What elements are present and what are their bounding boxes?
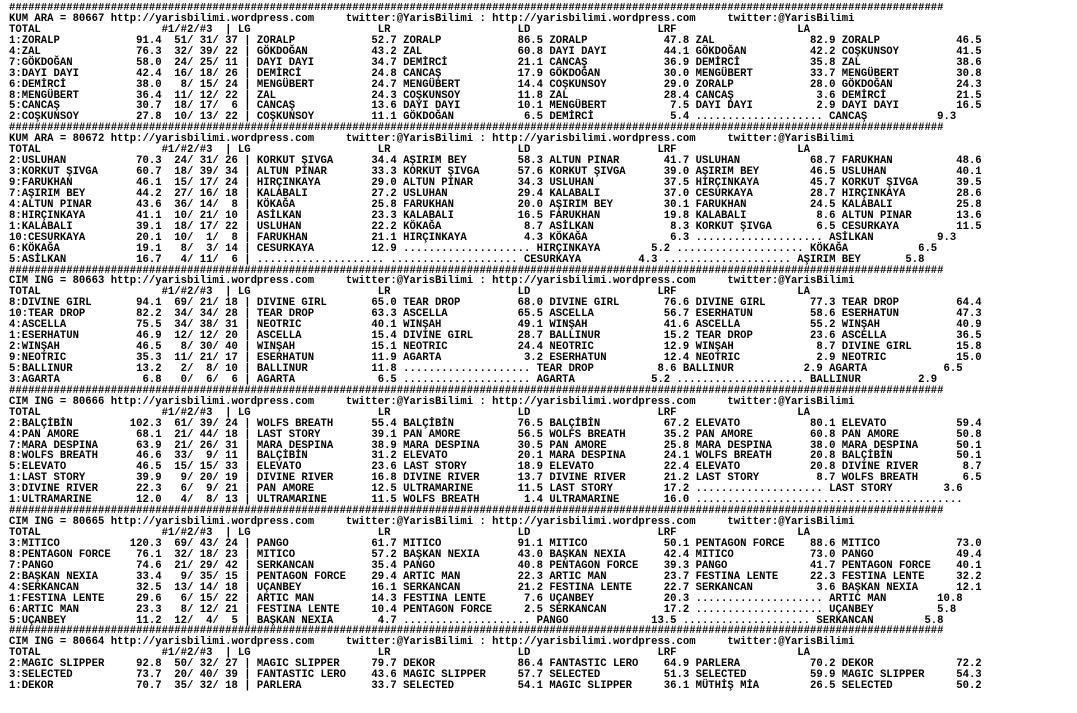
- report-line: TOTAL #1/#2/#3 | LG LR LD LRF LA: [9, 647, 811, 660]
- report-line: 5:BALLINUR 13.2 2/ 8/ 10 | BALLINUR 11.8 .................... TEAR DROP 8.6 BALLINUR 2.9 AGARTA 6.5: [9, 362, 963, 375]
- report-line: 2:COŞKUNSOY 27.8 10/ 13/ 22 | COŞKUNSOY 11.1 GÖKDOĞAN 6.5 DEMİRCİ 5.4 .................... CANCAŞ 9.3: [9, 111, 957, 124]
- report-line: 4:ASCELLA 75.5 34/ 38/ 31 | NEOTRIC 40.1 WINŞAH 49.1 WINŞAH 41.6 ASCELLA 55.2 WINŞAH 40.9: [9, 319, 982, 332]
- report-line: 7:AŞIRIM BEY 44.2 27/ 16/ 18 | KALABALI 27.2 USLUHAN 29.4 KALABALI 37.0 CESURKAYA 28.7 HIRÇINKAYA 28.6: [9, 187, 982, 200]
- report-line: 10:CESURKAYA 20.1 10/ 1/ 8 | FARUKHAN 21.1 HIRÇINKAYA 4.3 KÖKAĞA 6.3 .................... ASİLKAN 9.3: [9, 231, 957, 244]
- report-line: 3:KORKUT ŞIVGA 60.7 18/ 39/ 34 | ALTUN PINAR 33.3 KORKUT ŞIVGA 57.6 KORKUT ŞIVGA 39.0 AŞIRIM BEY 46.5 USLUHAN 40.1: [9, 166, 982, 179]
- report-line: 3:SELECTED 73.7 20/ 40/ 39 | FANTASTIC LERO 43.6 MAGIC SLIPPER 57.7 SELECTED 51.3 SELECTED 59.9 MAGIC SLIPPER 54.3: [9, 669, 982, 682]
- report-line: 2:USLUHAN 70.3 24/ 31/ 26 | KORKUT ŞIVGA 34.4 AŞIRIM BEY 58.3 ALTUN PINAR 41.7 USLUHAN 68.7 FARUKHAN 48.6: [9, 155, 982, 168]
- report-line: 1:KALABALI 39.1 18/ 17/ 22 | USLUHAN 22.2 KÖKAĞA 8.7 ASİLKAN 8.3 KORKUT ŞIVGA 6.5 CESURKAYA 11.5: [9, 220, 982, 233]
- report-line: ###################################################################################################################################################: [9, 384, 944, 397]
- race-analysis-report: [9, 3, 1071, 692]
- report-line: TOTAL #1/#2/#3 | LG LR LD LRF LA: [9, 23, 811, 36]
- report-line: 1:ZORALP 91.4 51/ 31/ 37 | ZORALP 52.7 ZORALP 86.5 ZORALP 47.8 ZAL 82.9 ZORALP 46.5: [9, 34, 982, 47]
- report-line: 3:AGARTA 6.8 0/ 6/ 6 | AGARTA 6.5 .................... AGARTA 5.2 .................... BALLINUR 2.9: [9, 373, 938, 386]
- report-line: TOTAL #1/#2/#3 | LG LR LD LRF LA: [9, 144, 811, 157]
- report-line: 9:FARUKHAN 46.1 15/ 17/ 24 | HIRÇINKAYA 29.0 ALTUN PINAR 34.3 USLUHAN 37.5 HIRÇINKAYA 45.7 KORKUT ŞIVGA 39.5: [9, 177, 982, 189]
- report-line: 7:PANGO 74.6 21/ 29/ 42 | SERKANCAN 35.4 PANGO 40.8 PENTAGON FORCE 39.3 PANGO 41.7 PENTAGON FORCE 40.1: [9, 559, 982, 572]
- report-line: 3:DIVINE RIVER 22.3 6/ 9/ 21 | PAN AMORE 12.5 ULTRAMARINE 11.5 LAST STORY 17.2 .................... LAST STORY 3.6: [9, 483, 963, 496]
- report-line: 1:LAST STORY 39.9 9/ 20/ 19 | DIVINE RIVER 16.8 DIVINE RIVER 13.7 DIVINE RIVER 21.2 LAST STORY 8.7 WOLFS BREATH 6.5: [9, 472, 982, 485]
- report-line: 2:WINŞAH 46.5 8/ 30/ 40 | WINŞAH 15.1 NEOTRIC 24.4 NEOTRIC 12.9 WINŞAH 8.7 DIVINE GIRL 15.8: [9, 341, 982, 354]
- report-line: 8:HIRÇINKAYA 41.1 10/ 21/ 10 | ASİLKAN 23.3 KALABALI 16.5 FARUKHAN 19.8 KALABALI 8.6 ALTUN PINAR 13.6: [9, 209, 982, 222]
- report-line: 1:FESTINA LENTE 29.6 6/ 15/ 22 | ARTIC MAN 14.3 FESTINA LENTE 7.6 UÇANBEY 20.3 .................... ARTIC MAN 10.8: [9, 592, 963, 605]
- report-line: CIM ING = 80663 http://yarisbilimi.wordpress.com twitter:@YarisBilimi : http://yarisbilimi.wordpress.com twitter:@YarisBilimi: [9, 275, 855, 288]
- report-line: 2:BAŞKAN NEXIA 33.4 9/ 35/ 15 | PENTAGON FORCE 29.4 ARTIC MAN 22.3 ARTIC MAN 23.7 FESTINA LENTE 22.3 FESTINA LENTE 32.2: [9, 570, 982, 583]
- report-line: 2:MAGIC SLIPPER 92.8 50/ 32/ 27 | MAGIC SLIPPER 79.7 DEKOR 86.4 FANTASTIC LERO 64.9 PARLERA 70.2 DEKOR 72.2: [9, 658, 982, 671]
- report-line: 6:KÖKAĞA 19.1 8/ 3/ 14 | CESURKAYA 12.9 .................... HIRÇINKAYA 5.2 .................... KÖKAĞA 6.5: [9, 242, 938, 255]
- report-line: 5:UÇANBEY 11.2 12/ 4/ 5 | BAŞKAN NEXIA 4.7 .................... PANGO 13.5 .................... SERKANCAN 5.8: [9, 614, 944, 627]
- report-line: ###################################################################################################################################################: [9, 505, 944, 518]
- report-line: ###################################################################################################################################################: [9, 264, 944, 277]
- report-line: KUM ARA = 80667 http://yarisbilimi.wordpress.com twitter:@YarisBilimi : http://yarisbilimi.wordpress.com twitter:@YarisBilimi: [9, 12, 855, 25]
- report-line: TOTAL #1/#2/#3 | LG LR LD LRF LA: [9, 527, 811, 539]
- report-line: KUM ARA = 80672 http://yarisbilimi.wordpress.com twitter:@YarisBilimi : http://yarisbilimi.wordpress.com twitter:@YarisBilimi: [9, 133, 855, 146]
- report-line: CIM ING = 80666 http://yarisbilimi.wordpress.com twitter:@YarisBilimi : http://yarisbilimi.wordpress.com twitter:@YarisBilimi: [9, 395, 855, 408]
- report-line: ###################################################################################################################################################: [9, 122, 944, 135]
- report-line: 6:DEMİRCİ 38.0 8/ 15/ 24 | MENGÜBERT 24.7 MENGÜBERT 14.4 COŞKUNSOY 29.0 ZORALP 28.0 GÖKDOĞAN 24.3: [9, 78, 982, 91]
- report-line: 10:TEAR DROP 82.2 34/ 34/ 28 | TEAR DROP 63.3 ASCELLA 65.5 ASCELLA 56.7 ESERHATUN 58.6 ESERHATUN 47.3: [9, 308, 982, 321]
- report-line: TOTAL #1/#2/#3 | LG LR LD LRF LA: [9, 406, 811, 419]
- report-line: 4:ALTUN PINAR 43.6 36/ 14/ 8 | KÖKAĞA 25.8 FARUKHAN 20.0 AŞIRIM BEY 30.1 FARUKHAN 24.5 KALABALI 25.8: [9, 198, 982, 211]
- report-line: 5:CANCAŞ 30.7 18/ 17/ 6 | CANCAŞ 13.6 DAYI DAYI 10.1 MENGÜBERT 7.5 DAYI DAYI 2.9 DAYI DAYI 16.5: [9, 100, 982, 113]
- report-line: 7:MARA DESPINA 63.9 21/ 26/ 31 | MARA DESPINA 38.9 MARA DESPINA 30.5 PAN AMORE 25.8 MARA DESPINA 38.0 MARA DESPINA 50.1: [9, 439, 982, 452]
- report-line: 3:DAYI DAYI 42.4 16/ 18/ 26 | DEMİRCİ 24.8 CANCAŞ 17.9 GÖKDOĞAN 30.0 MENGÜBERT 33.7 MENGÜBERT 30.8: [9, 67, 982, 80]
- report-line: 1:ESERHATUN 46.9 12/ 12/ 20 | ASCELLA 15.4 DIVINE GIRL 28.7 BALLINUR 15.2 TEAR DROP 23.6 ASCELLA 36.5: [9, 330, 982, 343]
- report-line: CIM ING = 80664 http://yarisbilimi.wordpress.com twitter:@YarisBilimi : http://yarisbilimi.wordpress.com twitter:@YarisBilimi: [9, 636, 855, 649]
- report-line: 6:ARTIC MAN 23.3 8/ 12/ 21 | FESTINA LENTE 10.4 PENTAGON FORCE 2.5 SERKANCAN 17.2 .................... UÇANBEY 5.8: [9, 603, 957, 616]
- report-line: CIM ING = 80665 http://yarisbilimi.wordpress.com twitter:@YarisBilimi : http://yarisbilimi.wordpress.com twitter:@YarisBilimi: [9, 516, 855, 529]
- report-line: 7:GÖKDOĞAN 58.0 24/ 25/ 11 | DAYI DAYI 34.7 DEMİRCİ 21.1 CANCAŞ 36.9 DEMİRCİ 35.8 ZAL 38.6: [9, 56, 982, 69]
- report-line: 4:SERKANCAN 32.5 13/ 14/ 18 | UÇANBEY 16.1 SERKANCAN 21.2 FESTINA LENTE 22.7 SERKANCAN 3.6 BAŞKAN NEXIA 12.1: [9, 581, 982, 594]
- report-line: 4:ZAL 76.3 32/ 39/ 22 | GÖKDOĞAN 43.2 ZAL 60.8 DAYI DAYI 44.1 GÖKDOĞAN 42.2 COŞKUNSOY 41.5: [9, 45, 982, 58]
- report-line: 8:MENGÜBERT 36.4 11/ 12/ 22 | ZAL 24.3 COŞKUNSOY 11.8 ZAL 28.4 CANCAŞ 3.6 DEMİRCİ 21.5: [9, 89, 982, 102]
- report-line: ###################################################################################################################################################: [9, 625, 944, 638]
- report-line: 4:PAN AMORE 68.1 21/ 44/ 18 | LAST STORY 39.1 PAN AMORE 56.5 WOLFS BREATH 35.2 PAN AMORE 60.8 PAN AMORE 50.8: [9, 428, 982, 441]
- report-line: 5:ASİLKAN 16.7 4/ 11/ 6 | .................... .................... CESURKAYA 4.3 .................... AŞIRIM BEY 5.8: [9, 253, 925, 266]
- report-line: 2:BALÇİBİN 102.3 61/ 39/ 24 | WOLFS BREATH 55.4 BALÇİBİN 76.5 BALÇİBİN 67.2 ELEVATO 80.1 ELEVATO 59.4: [9, 417, 982, 430]
- report-line: 5:ELEVATO 46.5 15/ 15/ 33 | ELEVATO 23.6 LAST STORY 18.9 ELEVATO 22.4 ELEVATO 20.8 DIVINE RIVER 8.7: [9, 461, 982, 474]
- report-line: 3:MITICO 120.3 69/ 43/ 24 | PANGO 61.7 MITICO 91.1 MITICO 50.1 PENTAGON FORCE 88.6 MITICO 73.0: [9, 537, 982, 550]
- report-line: 9:NEOTRIC 35.3 11/ 21/ 17 | ESERHATUN 11.9 AGARTA 3.2 ESERHATUN 12.4 NEOTRIC 2.9 NEOTRIC 15.0: [9, 352, 982, 364]
- report-line: 8:DIVINE GIRL 94.1 69/ 21/ 18 | DIVINE GIRL 65.0 TEAR DROP 68.0 DIVINE GIRL 76.6 DIVINE GIRL 77.3 TEAR DROP 64.4: [9, 297, 982, 310]
- report-line: 1:ULTRAMARINE 12.0 4/ 8/ 13 | ULTRAMARINE 11.5 WOLFS BREATH 1.4 ULTRAMARINE 16.0 ..........................................: [9, 494, 963, 507]
- report-line: 1:DEKOR 70.7 35/ 32/ 18 | PARLERA 33.7 SELECTED 54.1 MAGIC SLIPPER 36.1 MÜTHİŞ MİA 26.5 SELECTED 50.2: [9, 680, 982, 693]
- report-line: TOTAL #1/#2/#3 | LG LR LD LRF LA: [9, 286, 811, 299]
- report-line: 8:WOLFS BREATH 46.6 33/ 9/ 11 | BALÇİBİN 31.2 ELEVATO 20.1 MARA DESPINA 24.1 WOLFS BREATH 20.8 BALÇİBİN 50.1: [9, 450, 982, 463]
- report-line: ###################################################################################################################################################: [9, 3, 944, 14]
- report-line: 8:PENTAGON FORCE 76.1 32/ 18/ 23 | MITICO 57.2 BAŞKAN NEXIA 43.0 BAŞKAN NEXIA 42.4 MITICO 73.0 PANGO 49.4: [9, 548, 982, 561]
